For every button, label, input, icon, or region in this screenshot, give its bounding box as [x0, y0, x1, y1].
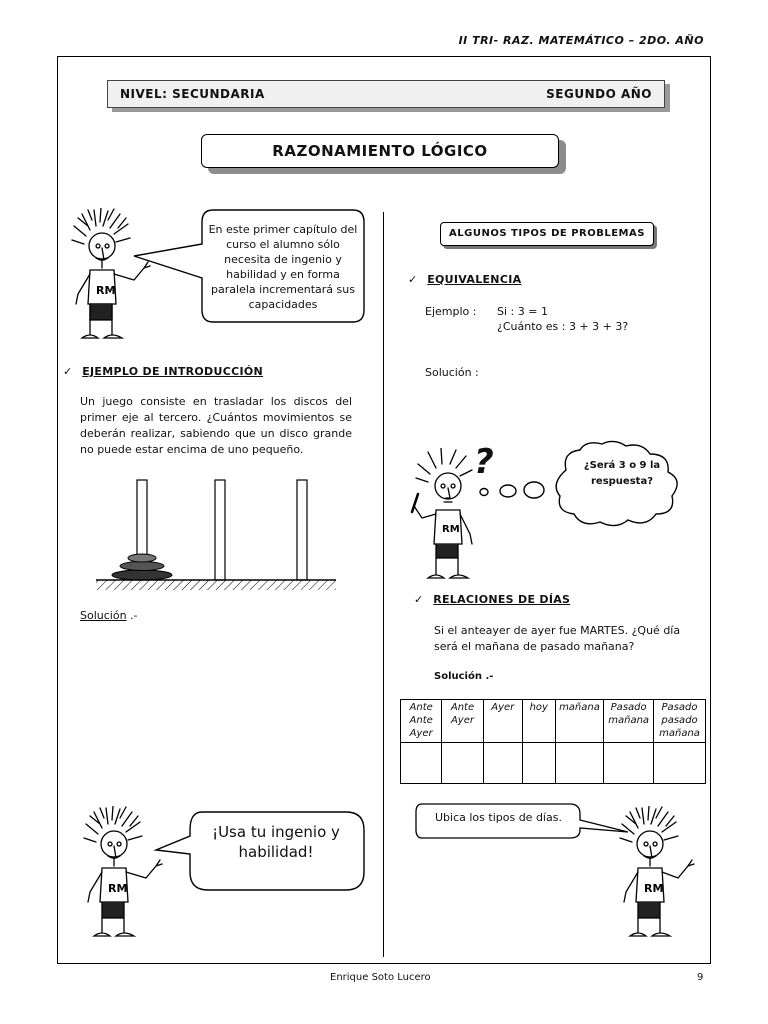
table-header-cell: Pasado mañana	[604, 700, 654, 743]
column-divider	[383, 212, 384, 957]
peg-2	[215, 480, 225, 580]
example-line-2: ¿Cuánto es : 3 + 3 + 3?	[497, 320, 629, 333]
table-cell[interactable]	[522, 743, 555, 784]
equivalence-title: EQUIVALENCIA	[427, 273, 522, 286]
days-table	[400, 699, 706, 784]
hanoi-tower-illustration	[94, 474, 338, 600]
left-solution-label	[80, 608, 138, 624]
check-icon: ✓	[63, 365, 73, 378]
page-number: 9	[697, 972, 704, 983]
table-cell[interactable]	[401, 743, 442, 784]
footer-author: Enrique Soto Lucero	[330, 972, 431, 983]
table-header-cell: Pasado pasado mañana	[654, 700, 706, 743]
day-relations-problem: Si el anteayer de ayer fue MARTES. ¿Qué día será el mañana de pasado mañana?	[434, 624, 681, 653]
table-header-cell: Ayer	[483, 700, 522, 743]
bottom-right-bubble-text: Ubica los tipos de días.	[435, 811, 562, 824]
left-solution-word: Solución	[80, 609, 127, 622]
table-header-row	[401, 700, 706, 743]
table-header-cell: hoy	[522, 700, 555, 743]
question-mark-icon: ?	[474, 442, 494, 482]
table-header-cell: Ante Ayer	[442, 700, 483, 743]
mascot-letters: RM	[442, 524, 460, 535]
equivalence-heading	[408, 273, 521, 286]
disk-large	[112, 570, 172, 580]
table-header-cell: mañana	[555, 700, 604, 743]
day-relations-title: RELACIONES DE DÍAS	[433, 593, 571, 606]
mascot-figure-bottom-right	[616, 806, 706, 946]
disk-small	[128, 554, 156, 562]
table-cell[interactable]	[483, 743, 522, 784]
disk-medium	[120, 562, 164, 571]
check-icon: ✓	[414, 593, 424, 606]
level-label: NIVEL: SECUNDARIA	[120, 87, 265, 101]
grade-label: SEGUNDO AÑO	[546, 87, 652, 101]
thought-bubble-text: ¿Será 3 o 9 la respuesta?	[583, 460, 661, 487]
level-bar	[107, 80, 665, 108]
table-header-cell: Ante Ante Ayer	[401, 700, 442, 743]
page-header: II TRI- RAZ. MATEMÁTICO – 2DO. AÑO	[458, 34, 704, 47]
right-solution-label: Solución :	[425, 366, 479, 379]
mascot-letters: RM	[644, 882, 664, 895]
table-cell[interactable]	[654, 743, 706, 784]
intro-bubble-text: En este primer capítulo del curso el alumno sólo necesita de ingenio y habilidad y en forma paralela incrementará sus capacidades	[208, 223, 358, 311]
intro-problem-text: Un juego consiste en trasladar los discos del primer eje al tercero. ¿Cuántos movimientos se deberán realizar, sabiendo que un disco grande no puede estar encima de uno pequeño.	[80, 395, 352, 456]
day-relations-heading	[414, 593, 570, 606]
mascot-letters: RM	[96, 284, 116, 297]
table-row	[401, 743, 706, 784]
table-cell[interactable]	[555, 743, 604, 784]
table-cell[interactable]	[604, 743, 654, 784]
intro-example-heading	[63, 365, 263, 378]
peg-3	[297, 480, 307, 580]
table-cell[interactable]	[442, 743, 483, 784]
intro-example-title: EJEMPLO DE INTRODUCCIÓN	[82, 365, 264, 378]
bottom-left-bubble-text: ¡Usa tu ingenio y habilidad!	[212, 823, 340, 861]
left-solution-suffix: .-	[126, 609, 138, 622]
example-line-1: Si : 3 = 1	[497, 305, 548, 318]
mascot-letters: RM	[108, 882, 128, 895]
right-solution-2-label: Solución .-	[434, 671, 494, 682]
example-label: Ejemplo :	[425, 305, 477, 318]
problem-types-box: ALGUNOS TIPOS DE PROBLEMAS	[440, 222, 654, 246]
page-title: RAZONAMIENTO LÓGICO	[201, 134, 559, 168]
check-icon: ✓	[408, 273, 418, 286]
